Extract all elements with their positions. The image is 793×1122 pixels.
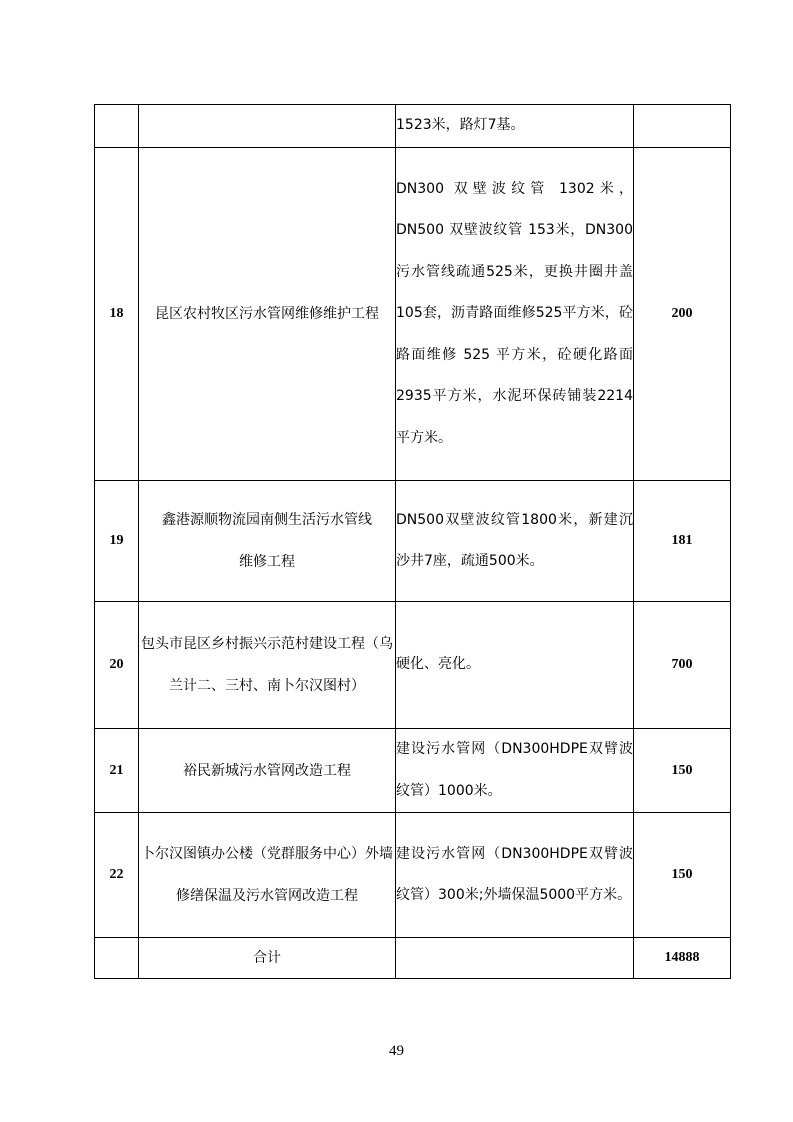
row-number-cell: 22	[95, 813, 139, 938]
total-number-cell	[95, 938, 139, 979]
project-name-cell: 包头市昆区乡村振兴示范村建设工程（乌兰计二、三村、南卜尔汉图村）	[139, 602, 396, 729]
project-content-cell: 建设污水管网（DN300HDPE双臂波纹管）1000米。	[396, 729, 634, 813]
project-name-cell: 裕民新城污水管网改造工程	[139, 729, 396, 813]
row-number-cell: 18	[95, 148, 139, 481]
project-name-cell	[139, 105, 396, 148]
investment-amount-cell: 181	[634, 481, 731, 602]
investment-amount-cell: 200	[634, 148, 731, 481]
investment-amount-cell: 700	[634, 602, 731, 729]
project-content-cell: 硬化、亮化。	[396, 602, 634, 729]
project-content-cell: 建设污水管网（DN300HDPE双臂波纹管）300米;外墙保温5000平方米。	[396, 813, 634, 938]
total-content-cell	[396, 938, 634, 979]
investment-amount-cell: 150	[634, 729, 731, 813]
project-name-cell: 卜尔汉图镇办公楼（党群服务中心）外墙修缮保温及污水管网改造工程	[139, 813, 396, 938]
project-table	[94, 104, 731, 979]
table-row	[95, 602, 731, 729]
row-number-cell	[95, 105, 139, 148]
row-number-cell: 21	[95, 729, 139, 813]
table-row	[95, 813, 731, 938]
project-name-cell: 昆区农村牧区污水管网维修维护工程	[139, 148, 396, 481]
row-number-cell: 19	[95, 481, 139, 602]
table-row	[95, 105, 731, 148]
project-content-cell: DN500双壁波纹管1800米，新建沉沙井7座，疏通500米。	[396, 481, 634, 602]
total-amount: 14888	[634, 938, 731, 979]
project-content-cell: DN300 双壁波纹管 1302米， DN500 双壁波纹管 153米，DN300污水管线疏通525米，更换井圈井盖105套，沥青路面维修525平方米，砼路面维修 525 平方米，砼硬化路面2935平方米，水泥环保砖铺装2214平方米。	[396, 148, 634, 481]
table-row	[95, 148, 731, 481]
project-name-cell: 鑫港源顺物流园南侧生活污水管线维修工程	[139, 481, 396, 602]
table-row	[95, 481, 731, 602]
investment-amount-cell: 150	[634, 813, 731, 938]
total-label: 合计	[139, 938, 396, 979]
investment-amount-cell	[634, 105, 731, 148]
row-number-cell: 20	[95, 602, 139, 729]
page-number: 49	[389, 1043, 404, 1059]
total-row	[95, 938, 731, 979]
table-row	[95, 729, 731, 813]
project-content-cell: 1523米，路灯7基。	[396, 105, 634, 148]
